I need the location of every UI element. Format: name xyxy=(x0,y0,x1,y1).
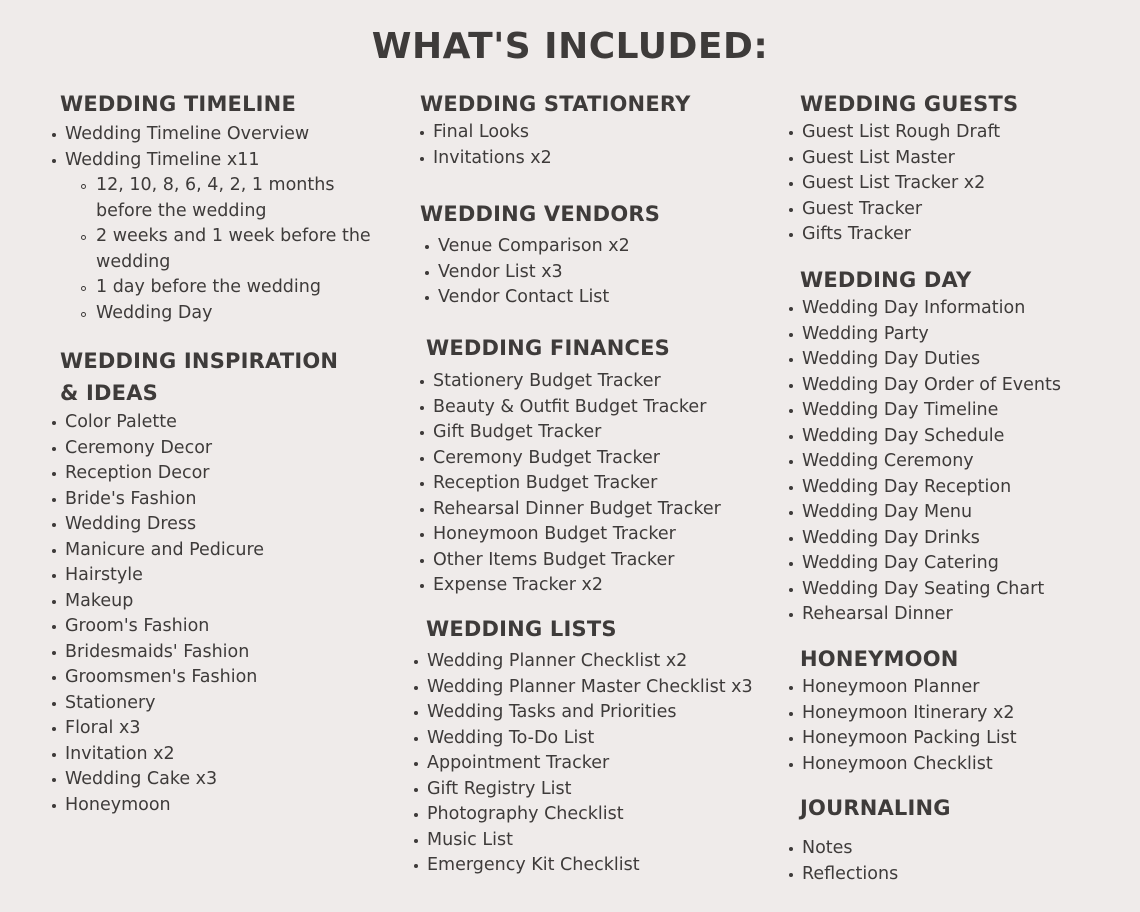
section-heading-line-1: WEDDING INSPIRATION xyxy=(60,349,339,373)
list-item: Reflections xyxy=(789,862,951,888)
list-item: Wedding Dress xyxy=(52,512,338,538)
list-item: Honeymoon Checklist xyxy=(789,752,1017,778)
item-list xyxy=(420,120,691,171)
sub-list-item: 2 weeks and 1 week before the wedding xyxy=(52,224,392,275)
item-list xyxy=(789,120,1018,248)
list-item: Invitations x2 xyxy=(420,146,691,172)
item-list xyxy=(789,836,951,887)
item-list xyxy=(52,122,392,173)
list-item: Invitation x2 xyxy=(52,742,338,768)
section-wedding-inspiration xyxy=(60,345,338,818)
item-list xyxy=(425,234,660,311)
list-item: Guest Tracker xyxy=(789,197,1018,223)
sub-list-item: Wedding Day xyxy=(52,301,392,327)
list-item: Honeymoon Budget Tracker xyxy=(420,522,721,548)
section-heading: WEDDING LISTS xyxy=(426,617,617,641)
section-wedding-vendors xyxy=(420,198,660,311)
list-item: Ceremony Budget Tracker xyxy=(420,446,721,472)
list-item: Hairstyle xyxy=(52,563,338,589)
item-list xyxy=(414,649,753,879)
list-item: Wedding Timeline Overview xyxy=(52,122,392,148)
section-wedding-timeline xyxy=(60,88,392,326)
list-item: Groom's Fashion xyxy=(52,614,338,640)
list-item: Final Looks xyxy=(420,120,691,146)
list-item: Manicure and Pedicure xyxy=(52,538,338,564)
list-item: Wedding To-Do List xyxy=(414,726,753,752)
list-item: Guest List Tracker x2 xyxy=(789,171,1018,197)
list-item: Other Items Budget Tracker xyxy=(420,548,721,574)
list-item: Gifts Tracker xyxy=(789,222,1018,248)
list-item: Guest List Master xyxy=(789,146,1018,172)
list-item: Bridesmaids' Fashion xyxy=(52,640,338,666)
list-item: Guest List Rough Draft xyxy=(789,120,1018,146)
sub-item-list xyxy=(52,173,392,326)
item-list xyxy=(420,369,721,599)
list-item: Expense Tracker x2 xyxy=(420,573,721,599)
list-item: Wedding Timeline x11 xyxy=(52,148,392,174)
list-item: Rehearsal Dinner xyxy=(789,602,1061,628)
section-heading: HONEYMOON xyxy=(800,647,959,671)
section-heading: WEDDING VENDORS xyxy=(420,202,661,226)
list-item: Notes xyxy=(789,836,951,862)
list-item: Appointment Tracker xyxy=(414,751,753,777)
list-item: Emergency Kit Checklist xyxy=(414,853,753,879)
list-item: Wedding Day Duties xyxy=(789,347,1061,373)
section-wedding-day xyxy=(800,264,1061,628)
section-journaling xyxy=(800,792,951,887)
list-item: Wedding Day Timeline xyxy=(789,398,1061,424)
list-item: Honeymoon xyxy=(52,793,338,819)
list-item: Wedding Cake x3 xyxy=(52,767,338,793)
section-heading: WEDDING DAY xyxy=(800,268,972,292)
list-item: Wedding Day Order of Events xyxy=(789,373,1061,399)
list-item: Vendor List x3 xyxy=(425,260,660,286)
list-item: Floral x3 xyxy=(52,716,338,742)
list-item: Honeymoon Itinerary x2 xyxy=(789,701,1017,727)
list-item: Wedding Planner Checklist x2 xyxy=(414,649,753,675)
section-heading: WEDDING TIMELINE xyxy=(60,92,297,116)
section-wedding-lists xyxy=(426,613,753,879)
page-title: WHAT'S INCLUDED: xyxy=(371,26,769,67)
list-item: Wedding Day Catering xyxy=(789,551,1061,577)
list-item: Reception Budget Tracker xyxy=(420,471,721,497)
list-item: Color Palette xyxy=(52,410,338,436)
sub-list-item: 1 day before the wedding xyxy=(52,275,392,301)
list-item: Honeymoon Packing List xyxy=(789,726,1017,752)
list-item: Wedding Day Schedule xyxy=(789,424,1061,450)
list-item: Venue Comparison x2 xyxy=(425,234,660,260)
list-item: Ceremony Decor xyxy=(52,436,338,462)
list-item: Stationery xyxy=(52,691,338,717)
list-item: Makeup xyxy=(52,589,338,615)
item-list xyxy=(789,296,1061,628)
list-item: Music List xyxy=(414,828,753,854)
list-item: Wedding Day Information xyxy=(789,296,1061,322)
section-heading-line-2: & IDEAS xyxy=(60,381,158,405)
section-honeymoon xyxy=(800,643,1017,777)
section-heading: JOURNALING xyxy=(800,796,951,820)
list-item: Vendor Contact List xyxy=(425,285,660,311)
section-wedding-finances xyxy=(426,332,721,599)
item-list xyxy=(789,675,1017,777)
section-wedding-guests xyxy=(800,88,1018,248)
list-item: Groomsmen's Fashion xyxy=(52,665,338,691)
item-list xyxy=(52,410,338,818)
list-item: Wedding Tasks and Priorities xyxy=(414,700,753,726)
list-item: Wedding Planner Master Checklist x3 xyxy=(414,675,753,701)
list-item: Wedding Day Seating Chart xyxy=(789,577,1061,603)
list-item: Wedding Day Reception xyxy=(789,475,1061,501)
sub-list-item: 12, 10, 8, 6, 4, 2, 1 months before the wedding xyxy=(52,173,392,224)
section-heading: WEDDING STATIONERY xyxy=(420,92,691,116)
list-item: Gift Budget Tracker xyxy=(420,420,721,446)
list-item: Gift Registry List xyxy=(414,777,753,803)
list-item: Wedding Ceremony xyxy=(789,449,1061,475)
list-item: Wedding Day Menu xyxy=(789,500,1061,526)
section-heading: WEDDING FINANCES xyxy=(426,336,670,360)
section-wedding-stationery xyxy=(420,88,691,171)
list-item: Wedding Day Drinks xyxy=(789,526,1061,552)
section-heading: WEDDING GUESTS xyxy=(800,92,1019,116)
list-item: Reception Decor xyxy=(52,461,338,487)
list-item: Photography Checklist xyxy=(414,802,753,828)
list-item: Beauty & Outfit Budget Tracker xyxy=(420,395,721,421)
list-item: Rehearsal Dinner Budget Tracker xyxy=(420,497,721,523)
list-item: Bride's Fashion xyxy=(52,487,338,513)
list-item: Honeymoon Planner xyxy=(789,675,1017,701)
list-item: Wedding Party xyxy=(789,322,1061,348)
list-item: Stationery Budget Tracker xyxy=(420,369,721,395)
